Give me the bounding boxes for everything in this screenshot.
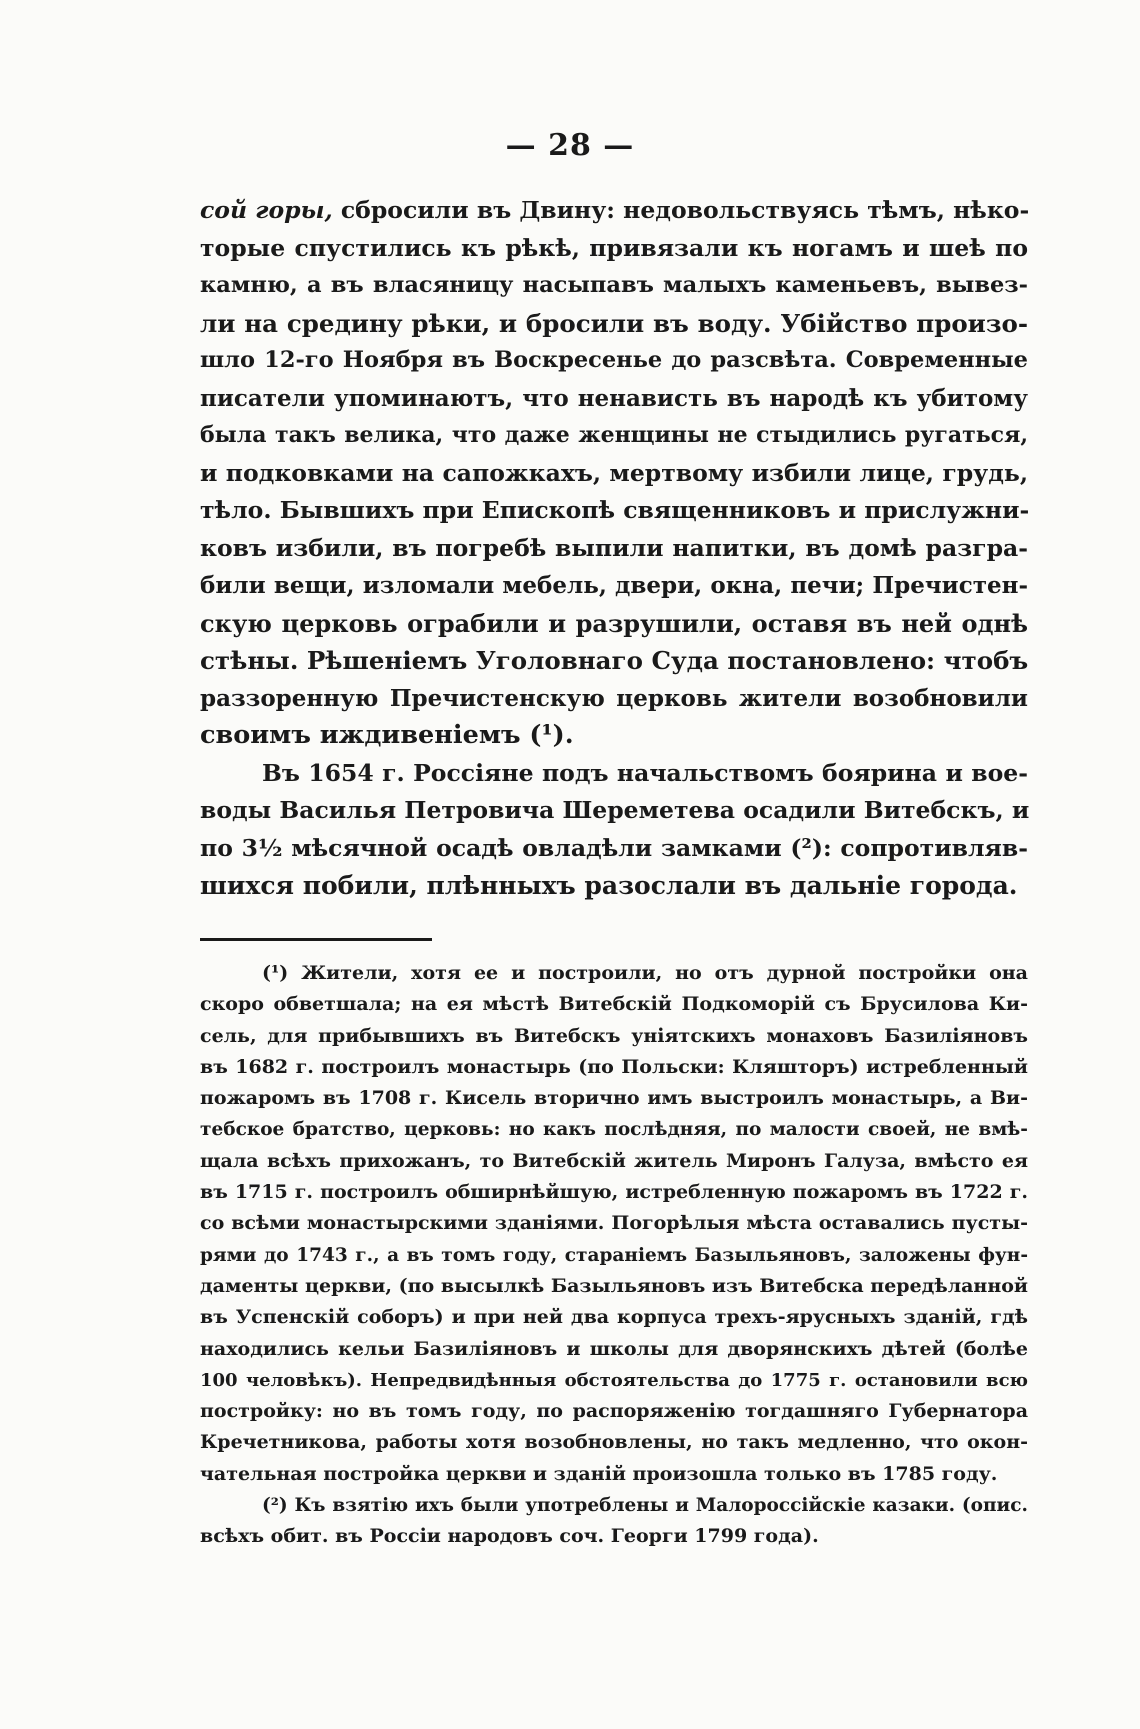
footnote-1-line: тебское братство, церковь: но какъ послѣдняя, по малости своей, не вмѣ- (200, 1119, 1028, 1141)
footnote-2-line: (²) Къ взятію ихъ были употреблены и Малороссійскіе казаки. (опис. (262, 1495, 1028, 1517)
footnote-1-line: чательная постройка церкви и зданій произошла только въ 1785 году. (200, 1462, 998, 1485)
footnote-1-line: щала всѣхъ прихожанъ, то Витебскій житель Миронъ Галуза, вмѣсто ея (200, 1149, 1028, 1172)
footnote-1-line: 100 человѣкъ). Непредвидѣнныя обстоятельства до 1775 г. остановили всю (200, 1369, 1028, 1391)
main-text (200, 192, 1028, 905)
text-line: своимъ иждивеніемъ (¹). (200, 720, 574, 750)
text-line: писатели упоминаютъ, что ненависть въ народѣ къ убитому (200, 384, 1028, 412)
paragraph-line: по 3½ мѣсячной осадѣ овладѣли замками (²): сопротивляв- (200, 833, 1028, 862)
footnote-1-line: Кречетникова, работы хотя возобновлены, но такъ медленно, что окон- (200, 1431, 1028, 1454)
footnote-1-line: пожаромъ въ 1708 г. Кисель вторично имъ выстроилъ монастырь, а Ви- (200, 1087, 1028, 1110)
text-line: камню, а въ власяницу насыпавъ малыхъ каменьевъ, вывез- (200, 272, 1028, 298)
footnote-1-line: въ Успенскій соборъ) и при ней два корпуса трехъ-ярусныхъ зданій, гдѣ (200, 1306, 1028, 1329)
footnote-2-line: всѣхъ обит. въ Россіи народовъ соч. Георги 1799 года). (200, 1525, 819, 1548)
text-line: и подковками на сапожкахъ, мертвому избили лице, грудь, (200, 458, 1028, 487)
footnote-1-line: въ 1682 г. построилъ монастырь (по Польски: Кляшторъ) истребленный (200, 1055, 1028, 1078)
text-line: шло 12-го Ноября въ Воскресенье до разсвѣта. Современные (200, 347, 1028, 373)
text-line: торые спустились къ рѣкѣ, привязали къ ногамъ и шеѣ по (200, 233, 1028, 262)
footnote-1-line: постройку: но въ томъ году, по распоряженію тогдашняго Губернатора (200, 1400, 1028, 1423)
footnote-1-line: со всѣми монастырскими зданіями. Погорѣлыя мѣста оставались пусты- (200, 1212, 1028, 1235)
text-line-rest: сбросили въ Двину: недовольствуясь тѣмъ, нѣко- (332, 196, 1030, 224)
footnote-1-line: въ 1715 г. построилъ обширнѣйшую, истребленную пожаромъ въ 1722 г. (200, 1181, 1028, 1204)
italic-phrase: сой горы, (200, 196, 333, 224)
footnote-1-line: даменты церкви, (по высылкѣ Базыльяновъ изъ Витебска передѣланной (200, 1274, 1028, 1297)
footnote-1-line: (¹) Жители, хотя ее и построили, но отъ дурной постройки она (262, 962, 1028, 984)
footnote-1-line: сель, для прибывшихъ въ Витебскъ уніятскихъ монаховъ Базиліяновъ (200, 1024, 1028, 1047)
text-line: стѣны. Рѣшеніемъ Уголовнаго Суда постановлено: чтобъ (200, 646, 1029, 675)
text-line: была такъ велика, что даже женщины не стыдились ругаться, (200, 422, 1028, 448)
text-line: скую церковь ограбили и разрушили, оставя въ ней однѣ (200, 608, 1028, 638)
text-line: ли на средину рѣки, и бросили въ воду. Убійство произо- (200, 308, 1028, 338)
footnote-1-line: скоро обветшала; на ея мѣстѣ Витебскій Подкоморій съ Брусилова Ки- (200, 993, 1028, 1016)
paragraph-line: воды Василья Петровича Шереметева осадили Витебскъ, и (200, 796, 1030, 824)
text-line: тѣло. Бывшихъ при Епископѣ священниковъ и прислужни- (200, 496, 1030, 524)
paragraph-line: шихся побили, плѣнныхъ разослали въ дальніе города. (200, 871, 1018, 900)
text-line: били вещи, изломали мебель, двери, окна, печи; Пречистен- (200, 572, 1028, 599)
footnote-divider (200, 938, 432, 941)
footnote-1-line: рями до 1743 г., а въ томъ году, стараніемъ Базыльяновъ, заложены фун- (200, 1244, 1028, 1266)
page-number: — 28 — (505, 128, 635, 163)
text-line (200, 192, 1028, 230)
footnotes (200, 958, 1028, 1553)
text-line: ковъ избили, въ погребѣ выпили напитки, въ домѣ разгра- (200, 533, 1028, 562)
text-line: раззоренную Пречистенскую церковь жители возобновили (200, 684, 1028, 712)
paragraph-line: Въ 1654 г. Россіяне подъ начальствомъ боярина и вое- (262, 758, 1028, 787)
footnote-1-line: находились кельи Базиліяновъ и школы для дворянскихъ дѣтей (болѣе (200, 1337, 1028, 1360)
